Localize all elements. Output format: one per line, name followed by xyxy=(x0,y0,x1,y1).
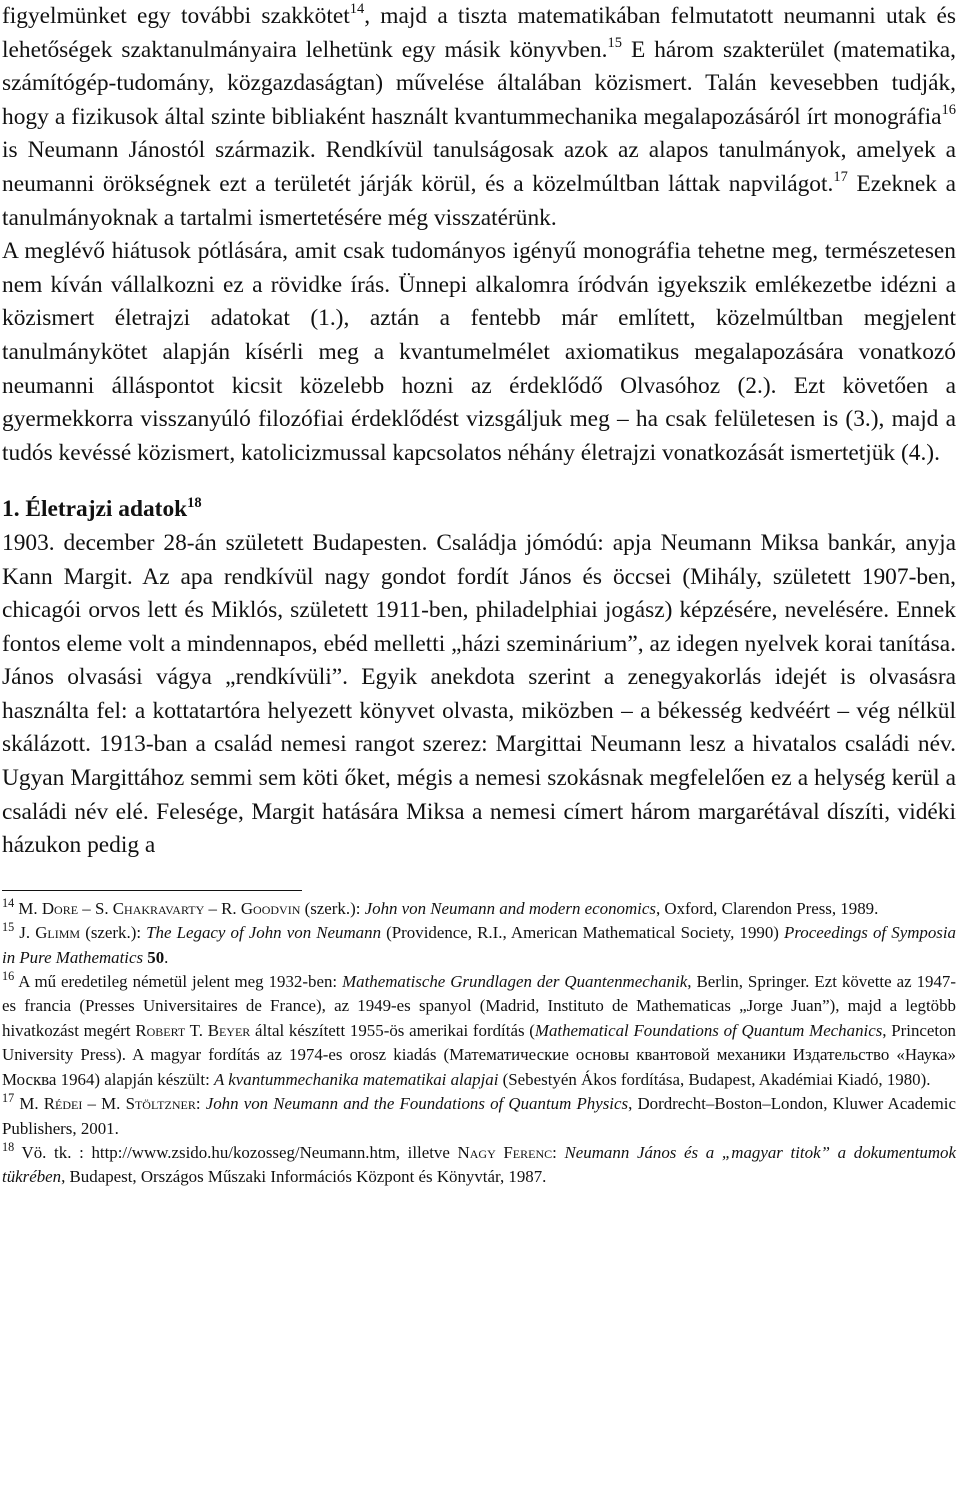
text-run: , Berlin, Springer. Ezt követte az 1947-es francia (Presses Universitaires de France), az 1949-es spanyol (Madrid, Instituto de Mathematicas „Jorge Juan”), majd a legtöbb hivatkozást megért R xyxy=(2,972,956,1040)
author-name: eyer xyxy=(218,1020,251,1040)
footnote-number: 15 xyxy=(2,920,15,935)
text-run: E három szakterület (matematika, számítógép-tudomány, közgazdaságtan) művelése általában közismert. Talán kevesebben tudják, hogy a fizikusok által szinte bibliaként használt kvantummechanika megalapozásáról írt monográfia xyxy=(2,36,957,130)
author-name: Nagy Ferenc xyxy=(457,1142,553,1162)
text-run: . xyxy=(164,947,169,967)
text-run: Ezeknek a tanulmányoknak a tartalmi ismertetésére még visszatérünk. xyxy=(2,170,957,231)
text-run: (Providence, R.I., American Mathematical Society, 1990) xyxy=(381,923,785,943)
text-run: által készített 1955-ös amerikai fordítás ( xyxy=(250,1020,535,1040)
book-title: Mathematical Foundations of Quantum Mechanics xyxy=(534,1020,883,1040)
text-run: – R. xyxy=(204,898,241,918)
text-run: A mű eredetileg németül jelent meg 1932-ben: xyxy=(14,972,343,992)
text-run: figyelmünket egy további szakkötet xyxy=(2,3,350,29)
text-run: M. xyxy=(14,1094,44,1114)
text-run: (szerk.): xyxy=(80,923,147,943)
footnote-ref-14[interactable]: 14 xyxy=(349,1,365,18)
author-name: Dore xyxy=(41,898,79,918)
book-title: Neumann János és a „magyar titok” a dokumentumok tükrében xyxy=(2,1142,956,1187)
text-run: , Princeton University Press). A magyar fordítás az 1974-es orosz kiadás (Математические основы квантовой механики Издательство «Наука» Москва 1964) alapján készült: xyxy=(2,1020,957,1089)
text-run: is Neumann Jánostól származik. Rendkívül tanulságosak azok az alapos tanulmányok, amelyek a neumanni örökségnek ezt a területét járják körül, és a közelmúltban láttak napvilágot. xyxy=(2,137,956,197)
footnote-ref-16[interactable]: 16 xyxy=(941,102,956,119)
text-run: , Oxford, Clarendon Press, 1989. xyxy=(655,898,879,918)
author-name: Glimm xyxy=(35,923,81,943)
text-run: (Sebestyén Ákos fordítása, Budapest, Akadémiai Kiadó, 1980). xyxy=(498,1069,931,1089)
text-run: , Budapest, Országos Műszaki Információs Központ és Könyvtár, 1987. xyxy=(61,1167,547,1187)
footnote-ref-18[interactable]: 18 xyxy=(187,495,202,512)
footnote-16 xyxy=(2,970,956,1092)
footnote-18 xyxy=(2,1141,956,1190)
text-run: Vö. tk. : http://www.zsido.hu/kozosseg/Neumann.htm, illetve xyxy=(14,1142,458,1162)
spacer xyxy=(2,470,960,493)
footnotes xyxy=(2,897,956,1190)
author-name: Goodvin xyxy=(240,898,301,918)
paragraph-outline: A meglévő hiátusok pótlására, amit csak tudományos igényű monográfia tehetne meg, természetesen nem kíván vállalkozni ez a rövidke írás. Ünnepi alkalomra íródván igyekszik emlékezetbe idézni a közismert életrajzi adatokat (1.), aztán a fentebb már említett, közelmúltban megjelent tanulmánykötet alapján kísérli meg a kvantumelmélet axiomatikus megalapozására vonatkozó neumanni álláspontot kicsit közelebb hozni az érdeklődő Olvasóhoz (2.). Ezt követően a gyermekkorra visszanyúló filozófiai érdeklődést vizsgáljuk meg – ha csak felületesen is (3.), majd a tudós kevéssé közismert, katolicizmussal kapcsolatos néhány életrajzi vonatkozását ismertetjük (4.). xyxy=(2,238,956,466)
footnote-number: 14 xyxy=(2,895,15,910)
paragraph-intro xyxy=(2,0,956,235)
paragraph-biography: 1903. december 28-án született Budapesten. Családja jómódú: apja Neumann Miksa bankár, anyja Kann Margit. Az apa rendkívül nagy gondot fordít János és öccsei (Mihály, született 1907-ben, chicagói orvos lett és Miklós, született 1911-ben, philadelphiai jogász) képzésére, nevelésére. Ennek fontos eleme volt a mindennapos, ebéd melletti „házi szeminárium”, az idegen nyelvek korai tanítása. János olvasási vágya „rendkívüli”. Egyik anekdota szerint a zenegyakorlás idejét is olvasásra használta fel: a kottatartóra helyezett könyvet olvasta, miközben – a békesség kedvéért – vég nélkül skálázott. 1913-ban a család nemesi rangot szerez: Margittai Neumann lesz a hivatalos családi név. Ugyan Margittához semmi sem köti őket, mégis a nemesi szokásnak megfelelően ez a helység kerül a családi név elé. Felesége, Margit hatására Miksa a nemesi címert három margarétával díszíti, vidéki házukon pedig a xyxy=(2,529,956,859)
section-title: Életrajzi adatok xyxy=(25,496,188,523)
text-run: : xyxy=(552,1142,565,1162)
book-title: The Legacy of John von Neumann xyxy=(146,923,382,943)
book-title: Mathematische Grundlagen der Quantenmechanik xyxy=(342,972,688,992)
section-number: 1. xyxy=(2,496,20,523)
author-name: Rédei xyxy=(43,1094,83,1114)
author-name: Chakravarty xyxy=(112,898,205,918)
text-run: , Dordrecht–Boston–London, Kluwer Academic Publishers, 2001. xyxy=(2,1094,956,1138)
text-run: – M. xyxy=(82,1094,126,1114)
text-run: M. xyxy=(14,898,42,918)
footnote-number: 17 xyxy=(2,1090,15,1105)
text-run: , majd a tiszta matematikában felmutatott neumanni utak és lehetőségek szaktanulmányaira lelhetünk egy másik könyvben. xyxy=(2,3,957,63)
author-name: obert xyxy=(146,1020,186,1040)
book-title: John von Neumann and the Foundations of Quantum Physics xyxy=(205,1094,629,1114)
text-run: (szerk.): xyxy=(300,898,365,918)
section-heading xyxy=(2,493,956,527)
text-run: T. B xyxy=(185,1020,219,1040)
footnote-15 xyxy=(2,921,956,970)
footnote-ref-17[interactable]: 17 xyxy=(833,169,848,186)
footnote-number: 18 xyxy=(2,1139,15,1154)
text-run: – S. xyxy=(78,898,113,918)
footnote-14 xyxy=(2,897,956,921)
footnote-number: 16 xyxy=(2,968,15,983)
volume-number: 50 xyxy=(147,947,165,967)
text-run: J. xyxy=(14,923,36,943)
text-run: : xyxy=(195,1094,206,1114)
spacer xyxy=(2,863,960,890)
author-name: Stöltzner xyxy=(125,1094,196,1114)
book-title: A kvantummechanika matematikai alapjai xyxy=(214,1069,499,1089)
book-title: John von Neumann and modern economics xyxy=(364,898,656,918)
footnote-17 xyxy=(2,1092,956,1141)
footnote-ref-15[interactable]: 15 xyxy=(607,35,622,52)
series-title: Proceedings of Symposia in Pure Mathematics xyxy=(2,923,956,967)
